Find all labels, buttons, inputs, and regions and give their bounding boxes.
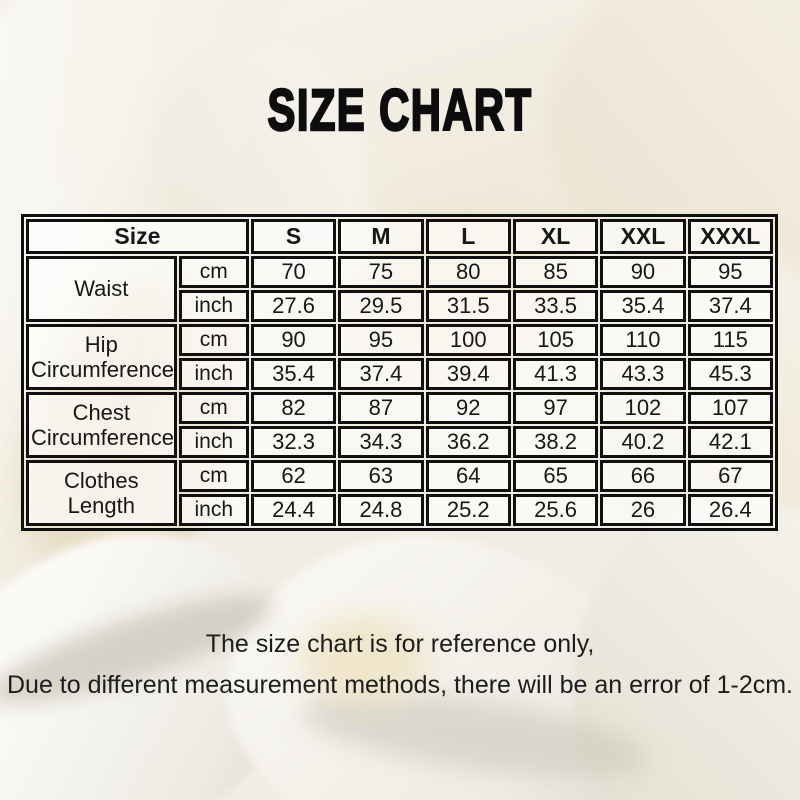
- value-cell: 105: [513, 324, 598, 356]
- value-cell: 100: [426, 324, 511, 356]
- value-cell: 35.4: [251, 358, 336, 390]
- size-chart-table: [21, 214, 778, 531]
- value-cell: 41.3: [513, 358, 598, 390]
- unit-cell: cm: [179, 256, 249, 288]
- table-row-waist-cm: [26, 256, 773, 288]
- value-cell: 64: [426, 460, 511, 492]
- value-cell: 45.3: [688, 358, 773, 390]
- value-cell: 90: [251, 324, 336, 356]
- value-cell: 70: [251, 256, 336, 288]
- value-cell: 27.6: [251, 290, 336, 322]
- unit-cell: cm: [179, 324, 249, 356]
- table-row-length-cm: [26, 460, 773, 492]
- value-cell: 82: [251, 392, 336, 424]
- value-cell: 40.2: [600, 426, 685, 458]
- value-cell: 85: [513, 256, 598, 288]
- value-cell: 95: [688, 256, 773, 288]
- value-cell: 26: [600, 494, 685, 526]
- value-cell: 80: [426, 256, 511, 288]
- value-cell: 26.4: [688, 494, 773, 526]
- value-cell: 66: [600, 460, 685, 492]
- table-header-row: [26, 219, 773, 254]
- unit-cell: inch: [179, 426, 249, 458]
- size-header-cell: L: [426, 219, 511, 254]
- footnote-line-1: The size chart is for reference only,: [205, 630, 595, 658]
- value-cell: 75: [338, 256, 423, 288]
- value-cell: 97: [513, 392, 598, 424]
- value-cell: 39.4: [426, 358, 511, 390]
- unit-cell: cm: [179, 392, 249, 424]
- value-cell: 34.3: [338, 426, 423, 458]
- title-wrap: [0, 78, 800, 143]
- unit-cell: inch: [179, 358, 249, 390]
- value-cell: 63: [338, 460, 423, 492]
- value-cell: 43.3: [600, 358, 685, 390]
- table-row-hip-cm: [26, 324, 773, 356]
- corner-header-cell: Size: [26, 219, 249, 254]
- page-title: SIZE CHART: [267, 78, 533, 143]
- value-cell: 67: [688, 460, 773, 492]
- value-cell: 25.6: [513, 494, 598, 526]
- value-cell: 24.8: [338, 494, 423, 526]
- value-cell: 42.1: [688, 426, 773, 458]
- value-cell: 32.3: [251, 426, 336, 458]
- value-cell: 24.4: [251, 494, 336, 526]
- value-cell: 25.2: [426, 494, 511, 526]
- value-cell: 36.2: [426, 426, 511, 458]
- value-cell: 110: [600, 324, 685, 356]
- table-row-chest-cm: [26, 392, 773, 424]
- measure-label-cell: Clothes Length: [26, 460, 177, 526]
- value-cell: 31.5: [426, 290, 511, 322]
- measure-label-cell: Waist: [26, 256, 177, 322]
- value-cell: 115: [688, 324, 773, 356]
- value-cell: 37.4: [688, 290, 773, 322]
- unit-cell: inch: [179, 494, 249, 526]
- value-cell: 37.4: [338, 358, 423, 390]
- size-header-cell: XL: [513, 219, 598, 254]
- value-cell: 38.2: [513, 426, 598, 458]
- unit-cell: cm: [179, 460, 249, 492]
- value-cell: 29.5: [338, 290, 423, 322]
- value-cell: 92: [426, 392, 511, 424]
- footnote-line-2: Due to different measurement methods, there will be an error of 1-2cm.: [6, 671, 794, 699]
- measure-label-cell: Hip Circumference: [26, 324, 177, 390]
- unit-cell: inch: [179, 290, 249, 322]
- value-cell: 35.4: [600, 290, 685, 322]
- value-cell: 102: [600, 392, 685, 424]
- value-cell: 65: [513, 460, 598, 492]
- value-cell: 87: [338, 392, 423, 424]
- size-header-cell: XXXL: [688, 219, 773, 254]
- size-header-cell: XXL: [600, 219, 685, 254]
- value-cell: 62: [251, 460, 336, 492]
- measure-label-cell: Chest Circumference: [26, 392, 177, 458]
- value-cell: 95: [338, 324, 423, 356]
- size-header-cell: S: [251, 219, 336, 254]
- size-header-cell: M: [338, 219, 423, 254]
- value-cell: 90: [600, 256, 685, 288]
- value-cell: 33.5: [513, 290, 598, 322]
- value-cell: 107: [688, 392, 773, 424]
